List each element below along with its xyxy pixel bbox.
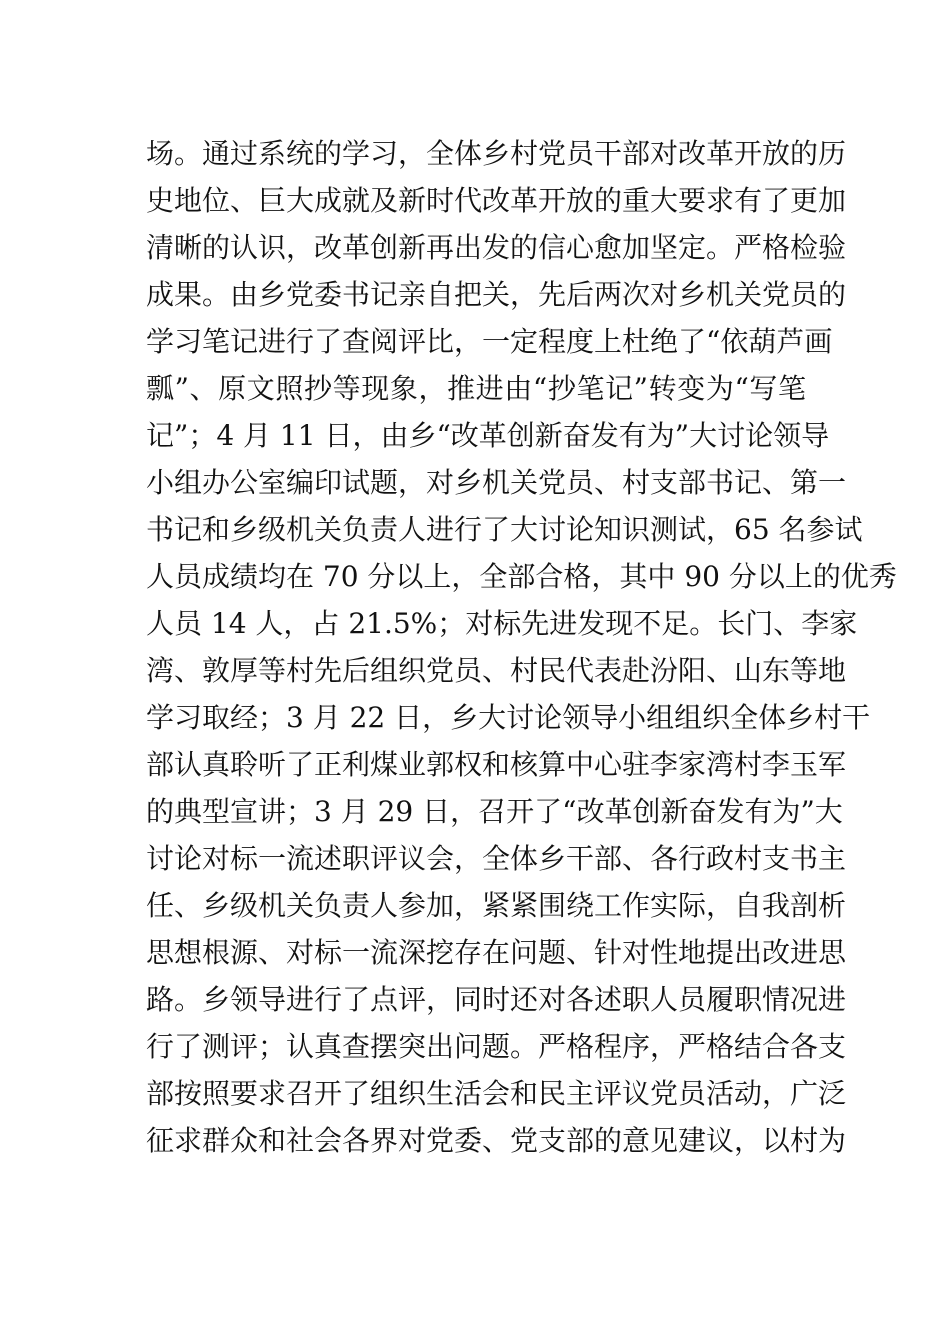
text-line: 路。乡领导进行了点评，同时还对各述职人员履职情况进 bbox=[146, 983, 847, 1016]
text-line: 史地位、巨大成就及新时代改革开放的重大要求有了更加 bbox=[146, 184, 847, 217]
text-line: 征求群众和社会各界对党委、党支部的意见建议，以村为 bbox=[146, 1124, 847, 1157]
text-line: 瓢”、原文照抄等现象，推进由“抄笔记”转变为“写笔 bbox=[146, 372, 806, 405]
text-line: 书记和乡级机关负责人进行了大讨论知识测试，65 名参试 bbox=[146, 513, 863, 546]
text-line: 部按照要求召开了组织生活会和民主评议党员活动，广泛 bbox=[146, 1077, 847, 1110]
text-line: 湾、敦厚等村先后组织党员、村民代表赴汾阳、山东等地 bbox=[146, 654, 847, 687]
body-paragraph bbox=[146, 130, 897, 1164]
text-line: 的典型宣讲；3 月 29 日，召开了“改革创新奋发有为”大 bbox=[146, 795, 843, 828]
text-line: 场。通过系统的学习，全体乡村党员干部对改革开放的历 bbox=[146, 137, 847, 170]
text-line: 部认真聆听了正利煤业郭权和核算中心驻李家湾村李玉军 bbox=[146, 748, 847, 781]
text-line: 人员成绩均在 70 分以上，全部合格，其中 90 分以上的优秀 bbox=[146, 560, 897, 593]
text-line: 行了测评；认真查摆突出问题。严格程序，严格结合各支 bbox=[146, 1030, 847, 1063]
text-line: 记”；4 月 11 日，由乡“改革创新奋发有为”大讨论领导 bbox=[146, 419, 830, 452]
text-line: 小组办公室编印试题，对乡机关党员、村支部书记、第一 bbox=[146, 466, 847, 499]
text-line: 讨论对标一流述职评议会，全体乡干部、各行政村支书主 bbox=[146, 842, 847, 875]
text-line: 任、乡级机关负责人参加，紧紧围绕工作实际，自我剖析 bbox=[146, 889, 847, 922]
text-line: 成果。由乡党委书记亲自把关，先后两次对乡机关党员的 bbox=[146, 278, 847, 311]
text-line: 学习取经；3 月 22 日，乡大讨论领导小组组织全体乡村干 bbox=[146, 701, 871, 734]
text-line: 思想根源、对标一流深挖存在问题、针对性地提出改进思 bbox=[146, 936, 847, 969]
text-line: 人员 14 人，占 21.5%；对标先进发现不足。长门、李家 bbox=[146, 607, 858, 640]
text-line: 学习笔记进行了查阅评比，一定程度上杜绝了“依葫芦画 bbox=[146, 325, 833, 358]
text-line: 清晰的认识，改革创新再出发的信心愈加坚定。严格检验 bbox=[146, 231, 847, 264]
